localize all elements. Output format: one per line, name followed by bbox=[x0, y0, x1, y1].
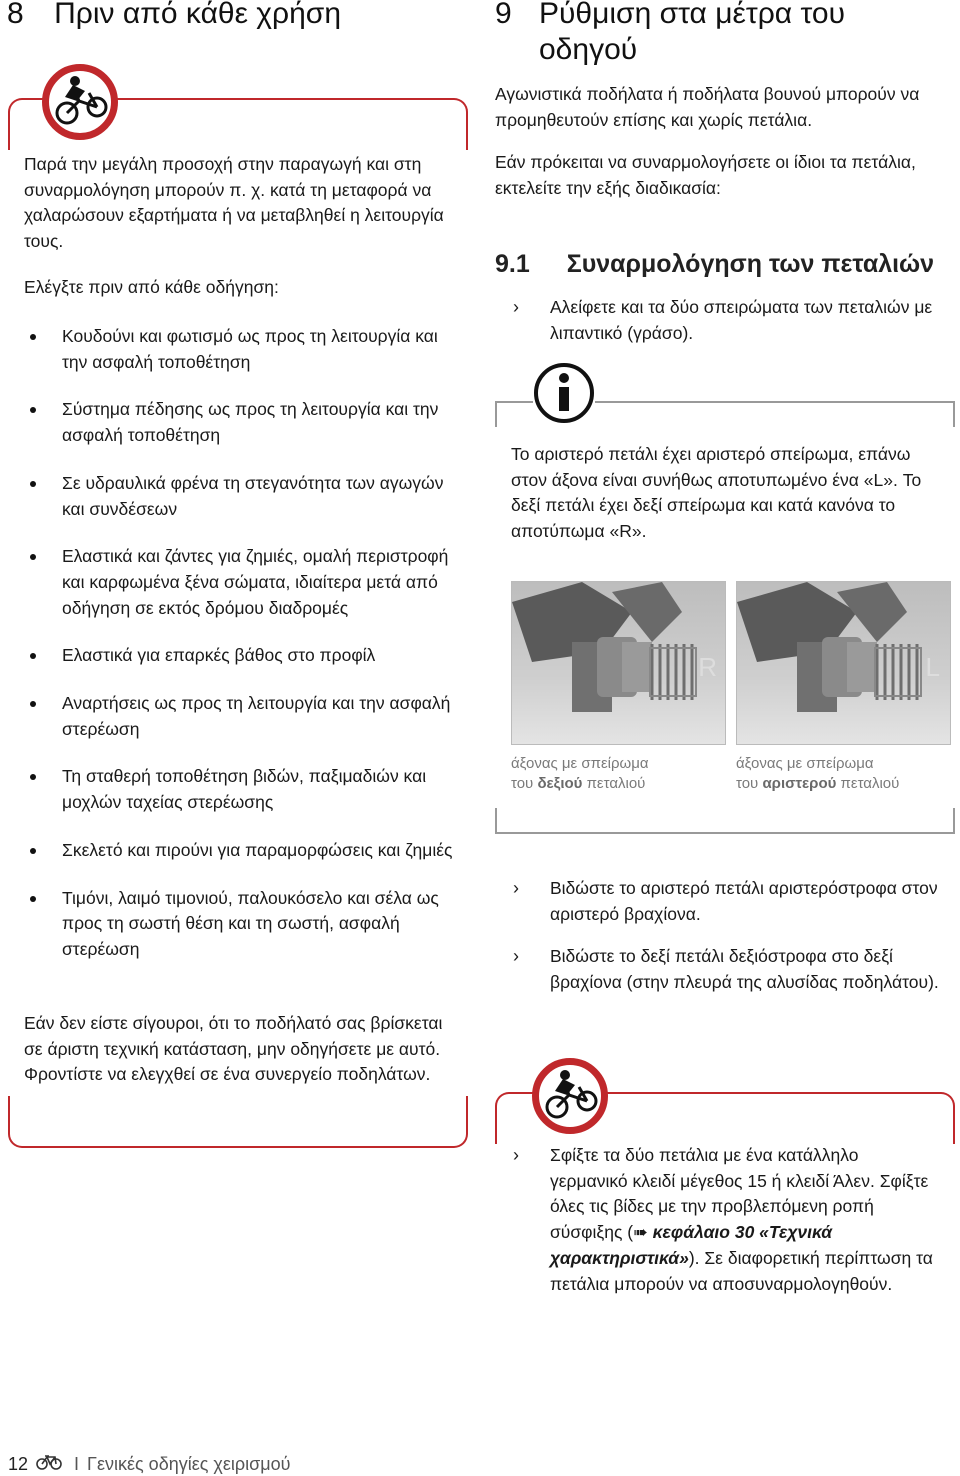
chevron-right-icon: › bbox=[513, 946, 519, 966]
chevron-right-icon: › bbox=[513, 1145, 519, 1165]
list-item: Ελαστικά και ζάντες για ζημιές, ομαλή περιστροφή και καρφωμένα ξένα σώματα, ιδιαίτερα μετά από οδήγηση σε εκτός δρόμου διαδρομές bbox=[24, 544, 454, 621]
list-item: Κουδούνι και φωτισμό ως προς τη λειτουργία και την ασφαλή τοποθέτηση bbox=[24, 324, 454, 375]
list-item: Τη σταθερή τοποθέτηση βιδών, παξιμαδιών και μοχλών ταχείας στερέωσης bbox=[24, 764, 454, 815]
list-item: Σύστημα πέδησης ως προς τη λειτουργία και την ασφαλή τοποθέτηση bbox=[24, 397, 454, 448]
warning-end-paragraph: Εάν δεν είστε σίγουροι, ότι το ποδήλατό σας βρίσκεται σε άριστη τεχνική κατάσταση, μην οδηγήσετε με αυτό. Φροντίστε να ελεγχθεί σε ένα συνεργείο ποδηλάτων. bbox=[24, 1013, 443, 1085]
step-4: › Σφίξτε τα δύο πετάλια με ένα κατάλληλο γερμανικό κλειδί μέγεθος 15 ή κλειδί Άλεν. Σφίξτε όλες τις βίδες με την προβλεπόμενη ροπή σύσφιξης (➠ κεφάλαιο 30 «Τεχνικά χαρακτηριστικά»). Σε διαφορετική περίπτωση τα πετάλια μπορούν να αποσυναρμολογηθούν. bbox=[513, 1145, 933, 1294]
info-text: Το αριστερό πετάλι έχει αριστερό σπείρωμα, επάνω στον άξονα είναι συνήθως αποτυπωμένο ένα «L». Το δεξί πετάλι έχει δεξί σπείρωμα και κατά κανόνα το αποτύπωμα «R». bbox=[511, 444, 922, 542]
section-8-heading bbox=[7, 0, 341, 32]
page-footer bbox=[8, 1452, 290, 1476]
page-number: 12 bbox=[8, 1454, 29, 1474]
info-icon bbox=[533, 362, 595, 424]
subsection-title: Συναρμολόγηση των πεταλιών bbox=[566, 250, 935, 278]
list-item: Τιμόνι, λαιμό τιμονιού, παλουκόσελο και σέλα ως προς τη σωστή θέση και τη σωστή, ασφαλή στερέωση bbox=[24, 886, 454, 963]
caption-left-pedal: άξονας με σπείρωμα του αριστερού πεταλιού bbox=[736, 755, 900, 792]
list-item: Ελαστικά για επαρκές βάθος στο προφίλ bbox=[24, 643, 454, 669]
caption-right-pedal: άξονας με σπείρωμα του δεξιού πεταλιού bbox=[511, 755, 649, 792]
subsection-number: 9.1 bbox=[495, 250, 530, 278]
bicycle-icon bbox=[36, 1452, 62, 1476]
info-frame-bottom bbox=[495, 808, 955, 834]
left-pedal-photo bbox=[736, 581, 951, 745]
subsection-heading bbox=[495, 249, 934, 279]
section-title: Ρύθμιση στα μέτρα του οδηγού bbox=[539, 0, 845, 66]
intro-paragraph: Παρά την μεγάλη προσοχή στην παραγωγή και στη συναρμολόγηση μπορούν π. χ. κατά τη μεταφορά να χαλαρώσουν εξαρτήματα ή να μεταβληθεί η λειτουργία τους. bbox=[24, 154, 444, 252]
list-item: Αναρτήσεις ως προς τη λειτουργία και την ασφαλή στερέωση bbox=[24, 691, 454, 742]
checklist bbox=[24, 324, 454, 963]
section-number: 8 bbox=[7, 0, 24, 30]
step-1: › Αλείφετε και τα δύο σπειρώματα των πεταλιών με λιπαντικό (γράσο). bbox=[513, 297, 933, 343]
list-item: Σκελετό και πιρούνι για παραμορφώσεις και ζημιές bbox=[24, 838, 454, 864]
procedure-paragraph: Εάν πρόκειται να συναρμολογήσετε οι ίδιοι τα πετάλια, εκτελείτε την εξής διαδικασία: bbox=[495, 152, 916, 199]
footer-section: Γενικές οδηγίες χειρισμού bbox=[87, 1454, 291, 1474]
step-3: › Βιδώστε το δεξί πετάλι δεξιόστροφα στο δεξί βραχίονα (στην πλευρά της αλυσίδας ποδηλάτου). bbox=[513, 946, 939, 992]
warning-frame-bottom bbox=[8, 1096, 468, 1148]
chevron-right-icon: › bbox=[513, 297, 519, 317]
right-pedal-photo bbox=[511, 581, 726, 745]
list-item: Σε υδραυλικά φρένα τη στεγανότητα των αγωγών και συνδέσεων bbox=[24, 471, 454, 522]
section-number: 9 bbox=[495, 0, 512, 30]
bicycle-fall-warning-icon bbox=[532, 1058, 608, 1134]
chapter-reference-link[interactable]: κεφάλαιο 30 «Τεχνικά χαρακτηριστικά» bbox=[550, 1222, 833, 1268]
intro-paragraph: Αγωνιστικά ποδήλατα ή ποδήλατα βουνού μπορούν να προμηθευτούν επίσης και χωρίς πετάλια. bbox=[495, 84, 920, 130]
reference-arrow-icon: ➠ bbox=[633, 1222, 648, 1243]
section-9-heading bbox=[495, 0, 955, 68]
section-title: Πριν από κάθε χρήση bbox=[54, 0, 342, 30]
footer-separator: I bbox=[74, 1454, 80, 1474]
bicycle-fall-warning-icon bbox=[42, 64, 118, 140]
photo-mark: R bbox=[698, 652, 717, 682]
photo-mark: L bbox=[925, 652, 940, 682]
step-2: › Βιδώστε το αριστερό πετάλι αριστερόστροφα στον αριστερό βραχίονα. bbox=[513, 878, 938, 924]
chevron-right-icon: › bbox=[513, 878, 519, 898]
check-heading: Ελέγξτε πριν από κάθε οδήγηση: bbox=[24, 276, 279, 297]
